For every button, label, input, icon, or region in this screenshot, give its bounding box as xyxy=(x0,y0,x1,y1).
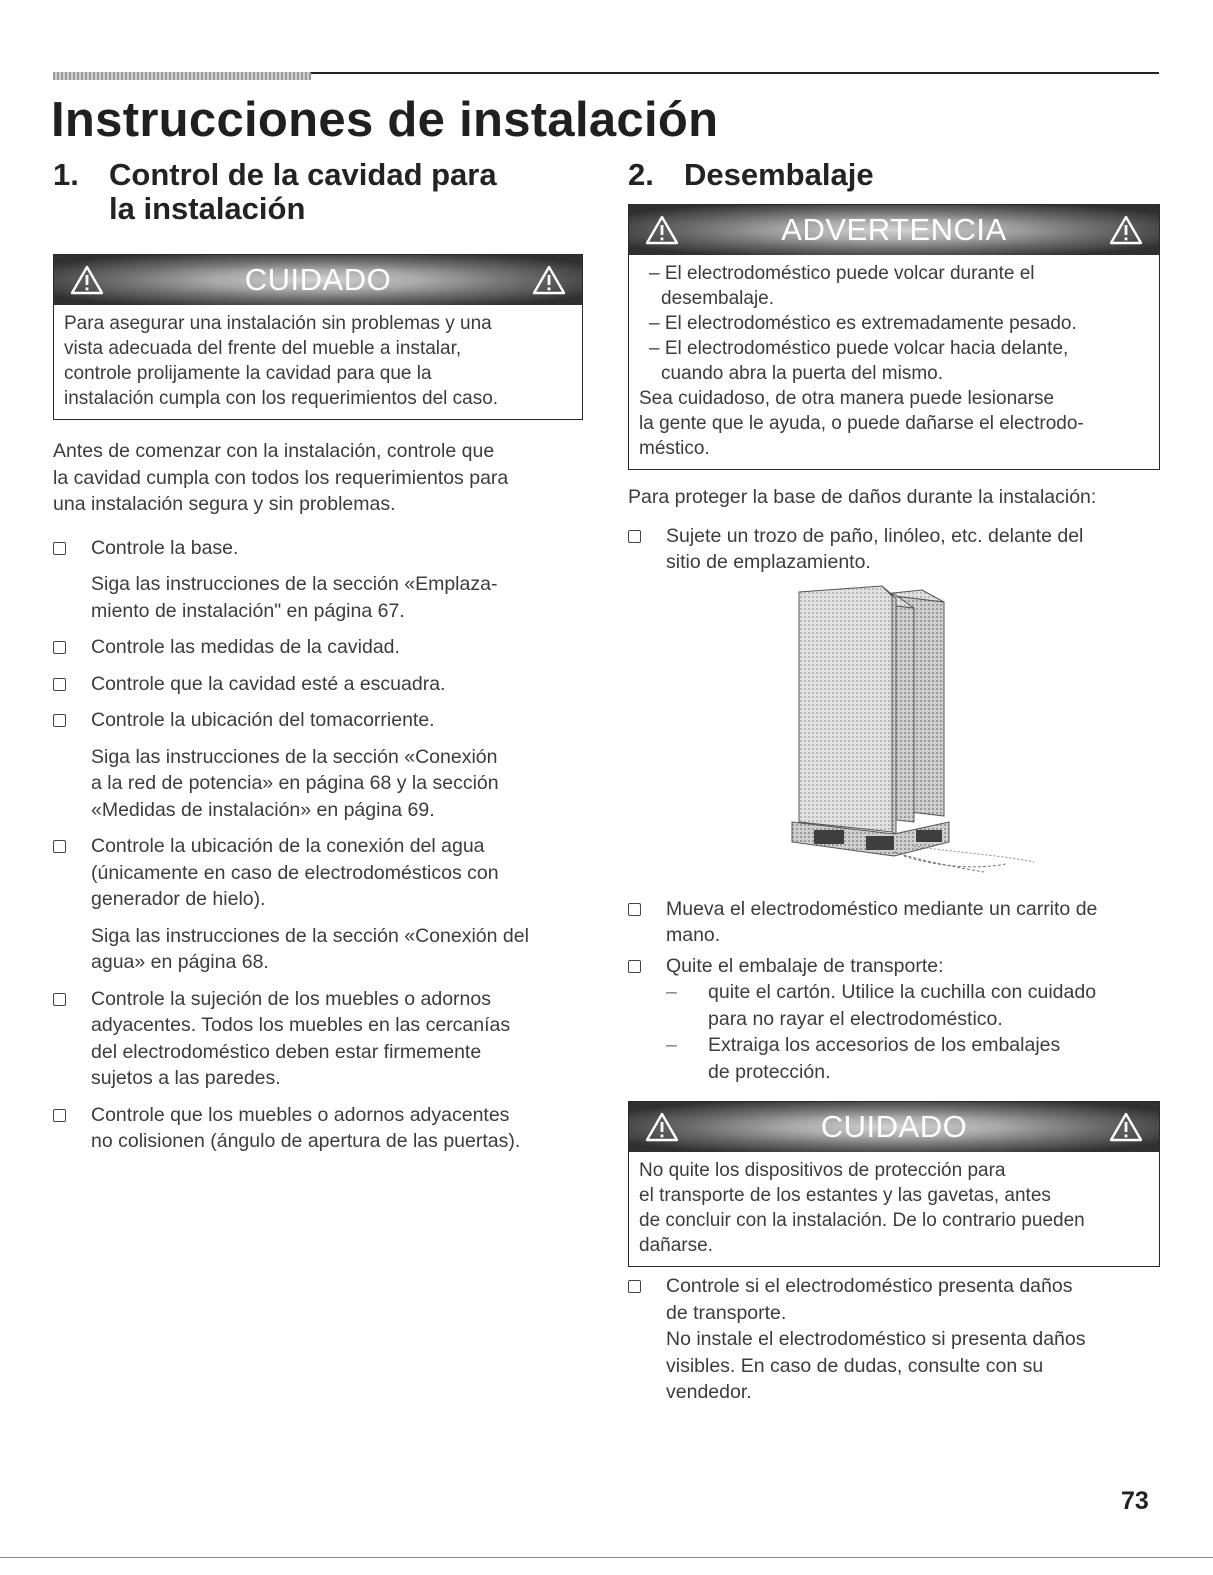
checkbox-icon xyxy=(53,678,66,691)
checklist-item xyxy=(628,896,1160,949)
checkbox-icon xyxy=(53,542,66,555)
checklist-item xyxy=(628,1273,1160,1326)
warning-header xyxy=(629,205,1159,255)
caution-line: instalación cumpla con los requerimientos del caso. xyxy=(64,388,499,409)
caution-text xyxy=(629,1152,1159,1266)
caution-line: controle prolijamente la cavidad para que la xyxy=(64,363,432,384)
note-line: a la red de potencia» en página 68 y la sección xyxy=(91,772,499,794)
section-heading-1 xyxy=(53,158,583,226)
page-number: 73 xyxy=(1121,1487,1149,1515)
top-accent-bar xyxy=(53,72,311,80)
caution-line: vista adecuada del frente del mueble a instalar, xyxy=(64,338,462,359)
item-line: Mueva el electrodoméstico mediante un carrito de xyxy=(666,897,1098,920)
checklist-item xyxy=(628,953,1160,980)
warning-triangle-icon xyxy=(1109,215,1143,245)
intro-line: la cavidad cumpla con todos los requerimientos para xyxy=(53,466,509,489)
warning-triangle-icon xyxy=(532,265,566,295)
item-line: sujetos a las paredes. xyxy=(91,1067,281,1089)
note-line: Siga las instrucciones de la sección «Conexión xyxy=(91,745,498,768)
warning-line: cuando abra la puerta del mismo. xyxy=(661,363,943,384)
item-line: (únicamente en caso de electrodomésticos con xyxy=(91,861,499,884)
item-line: Quite el embalaje de transporte: xyxy=(666,954,944,977)
sub-step xyxy=(628,979,1160,1032)
item-line: Controle que los muebles o adornos adyacentes xyxy=(91,1103,510,1126)
item-line: sitio de emplazamiento. xyxy=(666,551,871,573)
caution-title: CUIDADO xyxy=(820,1109,968,1144)
warning-triangle-icon xyxy=(645,1112,679,1142)
item-line: generador de hielo). xyxy=(91,888,266,910)
appliance-on-pallet-illustration xyxy=(744,584,1044,884)
checklist-item xyxy=(53,634,583,661)
note-line: Siga las instrucciones de la sección «Emplaza- xyxy=(91,573,498,595)
warning-line: – El electrodoméstico puede volcar hacia delante, xyxy=(649,338,1069,359)
sub-step-line: quite el cartón. Utilice la cuchilla con cuidado xyxy=(708,981,1097,1003)
warning-text xyxy=(629,255,1159,469)
warning-triangle-icon xyxy=(645,215,679,245)
warning-triangle-icon xyxy=(70,265,104,295)
item-line: Controle la ubicación de la conexión del agua xyxy=(91,835,485,857)
intro-line: una instalación segura y sin problemas. xyxy=(53,493,396,515)
note-line: visibles. En caso de dudas, consulte con su xyxy=(666,1354,1044,1377)
section-number: 2. xyxy=(628,157,654,192)
warning-box xyxy=(628,204,1160,470)
item-line: Controle que la cavidad esté a escuadra. xyxy=(91,672,446,695)
item-line: del electrodoméstico deben estar firmemente xyxy=(91,1040,482,1063)
section-title: Desembalaje xyxy=(684,157,874,192)
checklist-item xyxy=(53,535,583,562)
item-note xyxy=(53,744,583,824)
warning-line: méstico. xyxy=(639,438,710,459)
section-title-line: la instalación xyxy=(109,191,306,226)
note-line: No instale el electrodoméstico si presenta daños xyxy=(666,1328,1086,1350)
section-number: 1. xyxy=(53,157,79,192)
sub-step xyxy=(628,1032,1160,1085)
caution-box xyxy=(53,254,583,420)
checklist-item xyxy=(53,707,583,734)
item-note xyxy=(53,571,583,624)
caution-text xyxy=(54,305,582,419)
checklist-item xyxy=(53,986,583,1092)
item-note xyxy=(53,923,583,976)
checkbox-icon xyxy=(53,1109,66,1122)
bottom-rule xyxy=(0,1557,1213,1558)
caution-line: el transporte de los estantes y las gavetas, antes xyxy=(639,1185,1051,1206)
checkbox-icon xyxy=(53,641,66,654)
caution-header xyxy=(629,1102,1159,1152)
intro-paragraph xyxy=(53,438,583,518)
sub-step-line: para no rayar el electrodoméstico. xyxy=(708,1007,1003,1030)
item-note xyxy=(628,1326,1160,1406)
checkbox-icon xyxy=(53,840,66,853)
checkbox-icon xyxy=(628,1280,641,1293)
warning-point xyxy=(639,311,1149,336)
checkbox-icon xyxy=(628,530,641,543)
warning-line: – El electrodoméstico puede volcar durante el xyxy=(649,263,1035,284)
note-line: Siga las instrucciones de la sección «Conexión del xyxy=(91,924,529,947)
section-heading-2 xyxy=(628,158,1160,192)
note-line: miento de instalación" en página 67. xyxy=(91,599,405,622)
section-title-line: Control de la cavidad para xyxy=(109,157,497,192)
item-line: mano. xyxy=(666,924,721,946)
note-line: «Medidas de instalación» en página 69. xyxy=(91,798,435,821)
warning-line: Sea cuidadoso, de otra manera puede lesionarse xyxy=(639,388,1055,409)
warning-title: ADVERTENCIA xyxy=(781,212,1007,247)
note-line: agua» en página 68. xyxy=(91,951,269,973)
checkbox-icon xyxy=(628,903,641,916)
item-line: no colisionen (ángulo de apertura de las puertas). xyxy=(91,1130,521,1152)
item-line: Controle las medidas de la cavidad. xyxy=(91,636,400,658)
item-line: adyacentes. Todos los muebles en las cercanías xyxy=(91,1014,511,1036)
checkbox-icon xyxy=(53,714,66,727)
item-line: de transporte. xyxy=(666,1301,787,1324)
item-line: Controle la sujeción de los muebles o adornos xyxy=(91,987,491,1010)
checkbox-icon xyxy=(53,993,66,1006)
sub-step-line: Extraiga los accesorios de los embalajes xyxy=(708,1034,1061,1056)
item-line: Controle si el electrodoméstico presenta daños xyxy=(666,1275,1073,1297)
checklist-item xyxy=(628,523,1160,576)
item-line: Sujete un trozo de paño, linóleo, etc. delante del xyxy=(666,524,1084,547)
caution-title: CUIDADO xyxy=(244,262,392,297)
checklist-item xyxy=(53,1102,583,1155)
warning-triangle-icon xyxy=(1109,1112,1143,1142)
warning-line: desembalaje. xyxy=(661,288,775,309)
right-column xyxy=(628,158,1160,1406)
checkbox-icon xyxy=(628,960,641,973)
caution-line: Para asegurar una instalación sin problemas y una xyxy=(64,313,492,334)
caution-line: de concluir con la instalación. De lo contrario pueden xyxy=(639,1210,1085,1231)
warning-point xyxy=(639,336,1149,386)
warning-line: la gente que le ayuda, o puede dañarse el electrodo- xyxy=(639,413,1084,434)
warning-point xyxy=(639,261,1149,311)
dash-marker: – xyxy=(666,1034,677,1056)
caution-header xyxy=(54,255,582,305)
checklist-item xyxy=(53,833,583,913)
caution-box xyxy=(628,1101,1160,1267)
left-column xyxy=(53,158,583,1155)
intro-line: Antes de comenzar con la instalación, controle que xyxy=(53,440,495,462)
page-title: Instrucciones de instalación xyxy=(51,93,719,147)
note-line: vendedor. xyxy=(666,1381,752,1403)
caution-line: No quite los dispositivos de protección para xyxy=(639,1160,1006,1181)
item-line: Controle la ubicación del tomacorriente. xyxy=(91,709,435,731)
protect-intro: Para proteger la base de daños durante la instalación: xyxy=(628,486,1097,508)
sub-step-line: de protección. xyxy=(708,1060,831,1083)
dash-marker: – xyxy=(666,981,677,1003)
item-line: Controle la base. xyxy=(91,536,239,559)
checklist-item xyxy=(53,671,583,698)
warning-line: – El electrodoméstico es extremadamente pesado. xyxy=(649,313,1077,334)
caution-line: dañarse. xyxy=(639,1235,713,1256)
